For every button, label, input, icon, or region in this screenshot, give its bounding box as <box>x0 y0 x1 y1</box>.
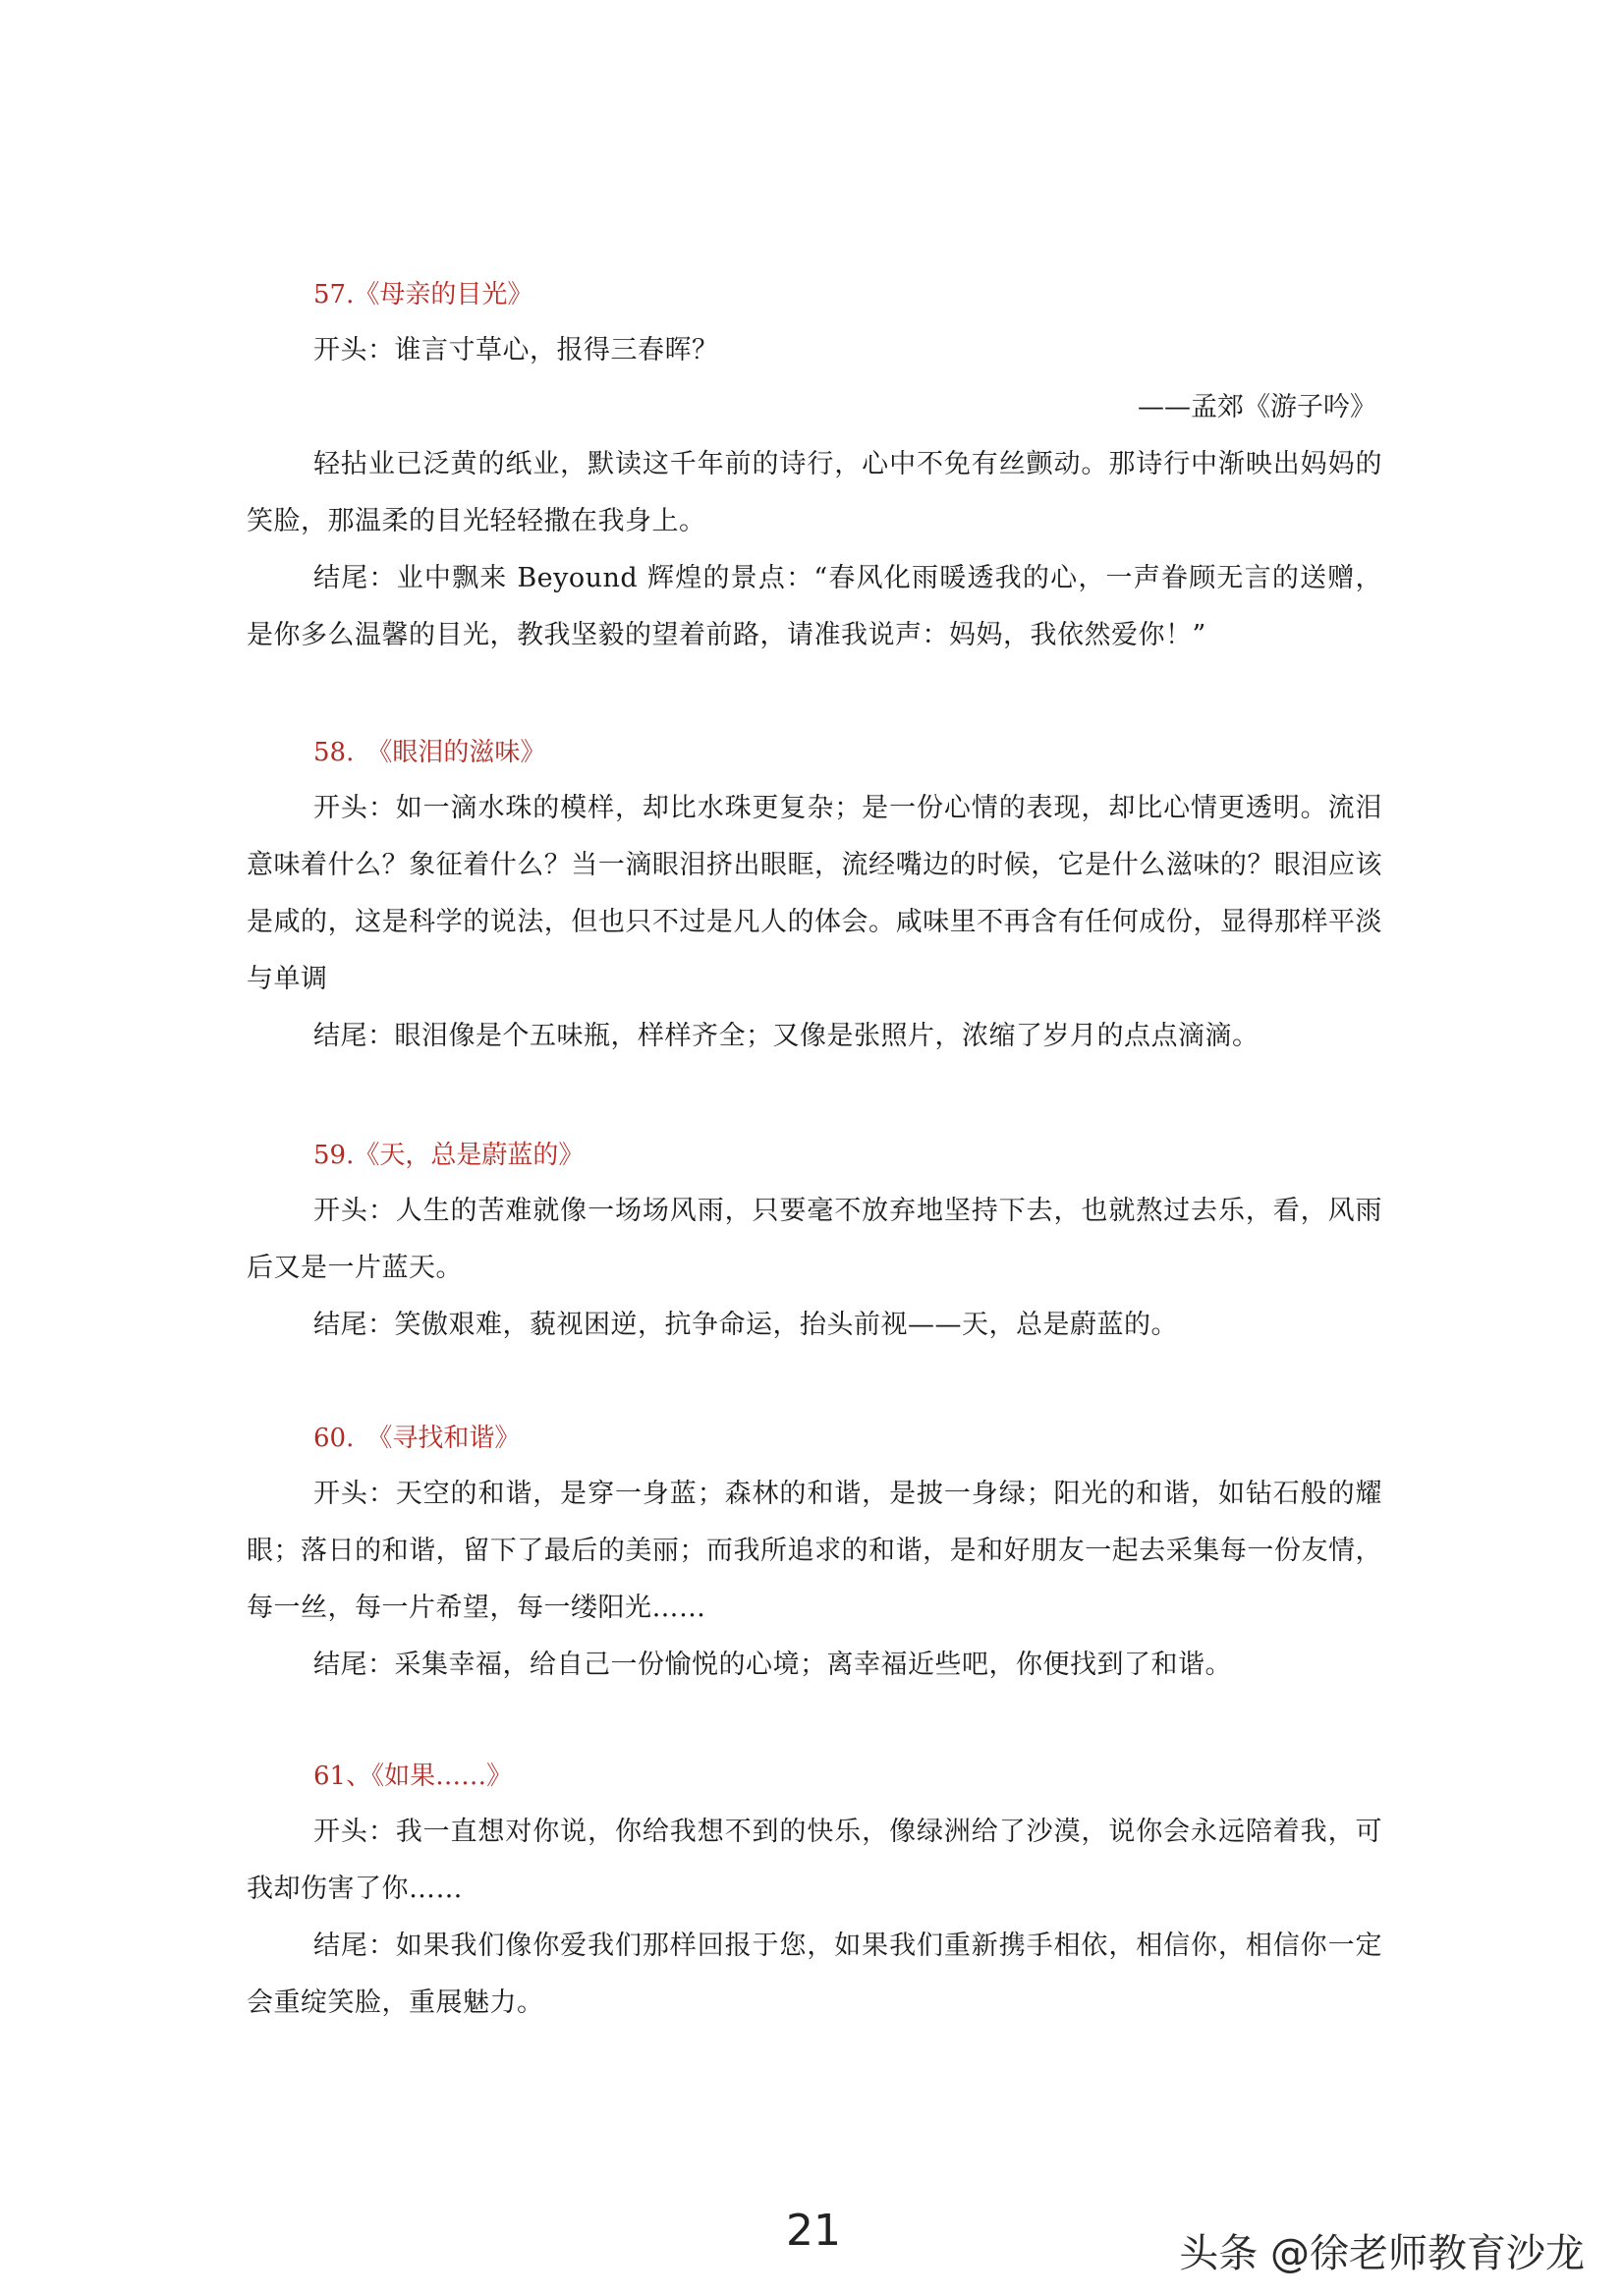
body-paragraph: 轻拈业已泛黄的纸业，默读这千年前的诗行，心中不免有丝颤动。那诗行中渐映出妈妈的笑脸，那温柔的目光轻轻撒在我身上。 <box>247 449 1382 536</box>
page-number: 21 <box>786 2206 841 2256</box>
page-content <box>247 267 1382 2032</box>
ending-paragraph: 结尾：眼泪像是个五味瓶，样样齐全；又像是张照片，浓缩了岁月的点点滴滴。 <box>313 1021 1260 1051</box>
section-title: 60. 《寻找和谐》 <box>313 1424 521 1453</box>
section-60 <box>247 1411 1382 1694</box>
section-title: 61、《如果……》 <box>313 1762 513 1791</box>
section-61 <box>247 1749 1382 2032</box>
section-title: 58. 《眼泪的滋味》 <box>313 738 546 767</box>
opening-paragraph: 开头：我一直想对你说，你给我想不到的快乐，像绿洲给了沙漠，说你会永远陪着我，可我却伤害了你…… <box>247 1817 1382 1904</box>
opening-paragraph: 开头：天空的和谐，是穿一身蓝；森林的和谐，是披一身绿；阳光的和谐，如钻石般的耀眼；落日的和谐，留下了最后的美丽；而我所追求的和谐，是和好朋友一起去采集每一份友情，每一丝，每一片希望，每一缕阳光…… <box>247 1479 1382 1623</box>
ending-paragraph: 结尾：如果我们像你爱我们那样回报于您，如果我们重新携手相依，相信你，相信你一定会重绽笑脸，重展魅力。 <box>247 1931 1382 2018</box>
opening-paragraph: 开头：如一滴水珠的模样，却比水珠更复杂；是一份心情的表现，却比心情更透明。流泪意味着什么？象征着什么？当一滴眼泪挤出眼眶，流经嘴边的时候，它是什么滋味的？眼泪应该是咸的，这是科学的说法，但也只不过是凡人的体会。咸味里不再含有任何成份，显得那样平淡与单调 <box>247 793 1382 994</box>
ending-paragraph: 结尾：业中飘来 Beyound 辉煌的景点：“春风化雨暖透我的心，一声眷顾无言的送赠，是你多么温馨的目光，教我坚毅的望着前路，请准我说声：妈妈，我依然爱你！” <box>247 563 1382 650</box>
ending-paragraph: 结尾：采集幸福，给自己一份愉悦的心境；离幸福近些吧，你便找到了和谐。 <box>313 1650 1232 1680</box>
opening-paragraph: 开头：人生的苦难就像一场场风雨，只要毫不放弃地坚持下去，也就熬过去乐，看，风雨后又是一片蓝天。 <box>247 1196 1382 1283</box>
watermark-text: 头条 @徐老师教育沙龙 <box>1179 2231 1585 2276</box>
section-title: 57.《母亲的目光》 <box>313 280 533 309</box>
section-57 <box>247 267 1382 664</box>
ending-paragraph: 结尾：笑傲艰难，藐视困逆，抗争命运，抬头前视——天，总是蔚蓝的。 <box>313 1310 1178 1340</box>
quote-attribution: ——孟郊《游子吟》 <box>1138 392 1376 422</box>
section-title: 59.《天，总是蔚蓝的》 <box>313 1141 585 1170</box>
section-59 <box>247 1128 1382 1354</box>
section-58 <box>247 725 1382 1065</box>
opening-paragraph: 开头：谁言寸草心，报得三春晖？ <box>313 335 719 365</box>
